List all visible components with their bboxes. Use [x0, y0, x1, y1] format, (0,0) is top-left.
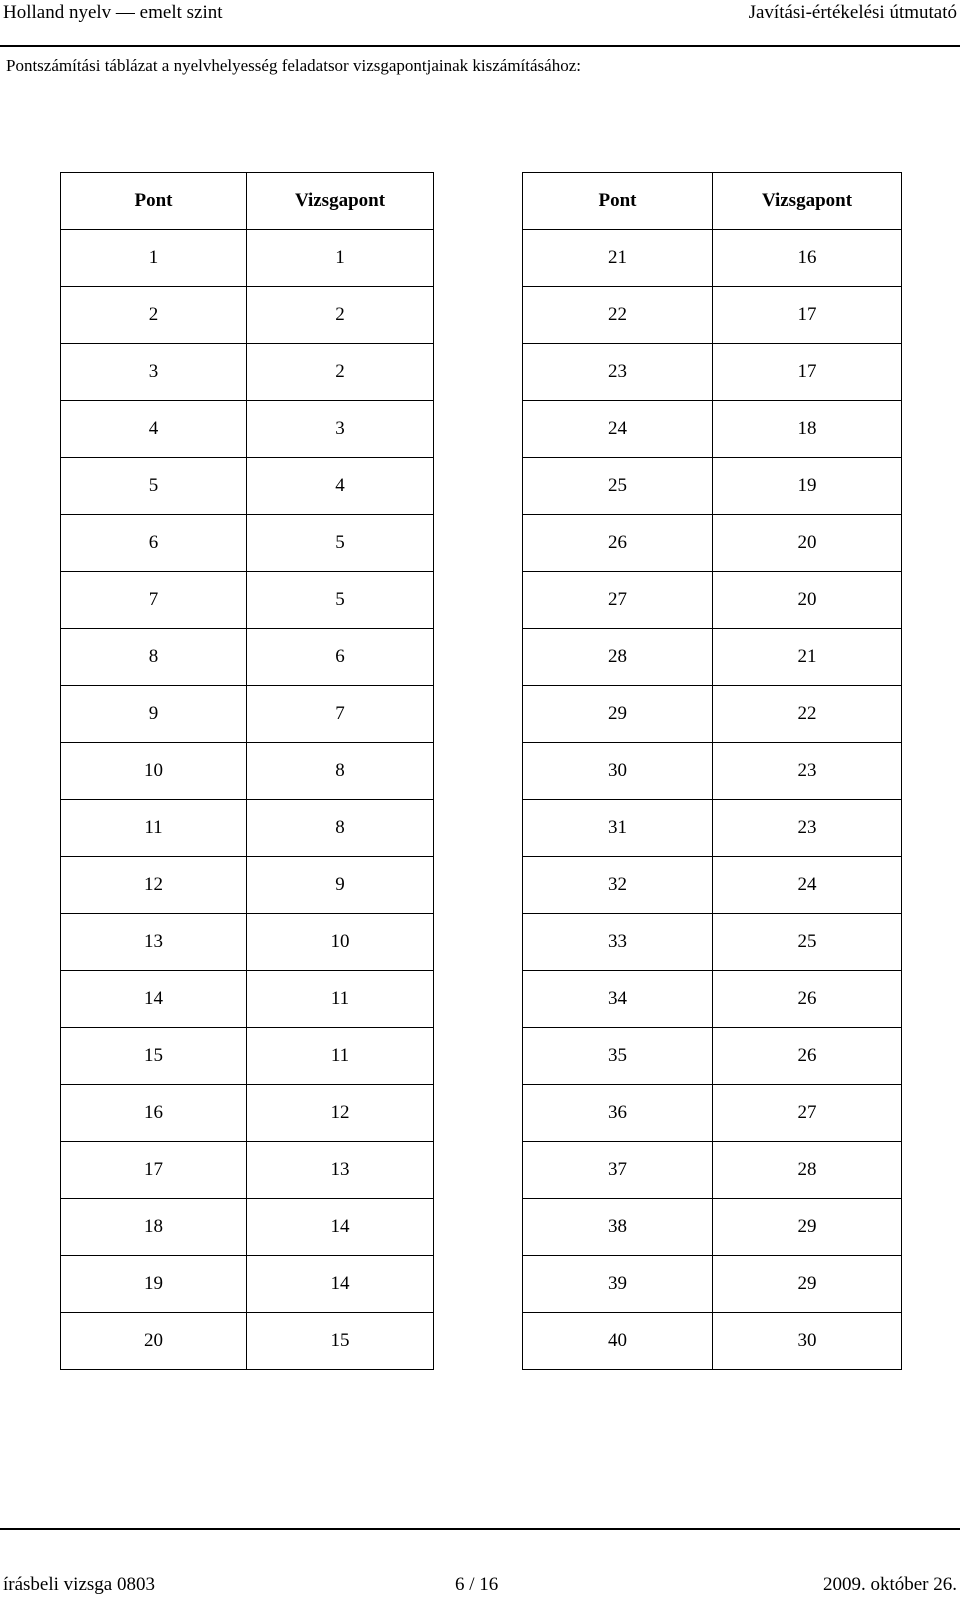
table-row: [61, 1199, 434, 1256]
vizsgapont-cell: 6: [247, 629, 434, 686]
vizsgapont-cell: 21: [713, 629, 902, 686]
pont-cell: 7: [61, 572, 247, 629]
vizsgapont-cell: 5: [247, 572, 434, 629]
vizsgapont-cell: 11: [247, 1028, 434, 1085]
table-row: [61, 458, 434, 515]
score-table-right-body: [523, 230, 902, 1370]
pont-cell: 27: [523, 572, 713, 629]
pont-cell: 6: [61, 515, 247, 572]
pont-cell: 29: [523, 686, 713, 743]
table-header-row: [523, 173, 902, 230]
table-row: [61, 743, 434, 800]
vizsgapont-cell: 22: [713, 686, 902, 743]
pont-cell: 22: [523, 287, 713, 344]
table-header-row: [61, 173, 434, 230]
vizsgapont-cell: 5: [247, 515, 434, 572]
vizsgapont-cell: 20: [713, 572, 902, 629]
table-row: [523, 743, 902, 800]
vizsgapont-cell: 3: [247, 401, 434, 458]
pont-cell: 3: [61, 344, 247, 401]
pont-cell: 13: [61, 914, 247, 971]
pont-cell: 26: [523, 515, 713, 572]
table-row: [523, 971, 902, 1028]
pont-cell: 33: [523, 914, 713, 971]
vizsgapont-cell: 29: [713, 1199, 902, 1256]
pont-cell: 5: [61, 458, 247, 515]
pont-cell: 10: [61, 743, 247, 800]
vizsgapont-cell: 16: [713, 230, 902, 287]
vizsgapont-cell: 20: [713, 515, 902, 572]
vizsgapont-cell: 14: [247, 1256, 434, 1313]
vizsgapont-cell: 24: [713, 857, 902, 914]
table-row: [523, 287, 902, 344]
table-row: [61, 1142, 434, 1199]
vizsgapont-cell: 28: [713, 1142, 902, 1199]
footer-date: 2009. október 26.: [822, 1574, 957, 1595]
pont-cell: 21: [523, 230, 713, 287]
vizsgapont-cell: 26: [713, 971, 902, 1028]
pont-cell: 31: [523, 800, 713, 857]
pont-cell: 17: [61, 1142, 247, 1199]
table-row: [61, 686, 434, 743]
header-document-type: Javítási-értékelési útmutató: [748, 2, 957, 23]
table-row: [523, 1085, 902, 1142]
pont-cell: 4: [61, 401, 247, 458]
table-row: [523, 686, 902, 743]
pont-cell: 19: [61, 1256, 247, 1313]
vizsgapont-cell: 17: [713, 287, 902, 344]
table-row: [523, 629, 902, 686]
page-subtitle: Pontszámítási táblázat a nyelvhelyesség feladatsor vizsgapontjainak kiszámításához:: [6, 56, 581, 75]
table-row: [61, 515, 434, 572]
vizsgapont-cell: 4: [247, 458, 434, 515]
table-row: [523, 1142, 902, 1199]
vizsgapont-cell: 23: [713, 800, 902, 857]
table-row: [61, 230, 434, 287]
pont-cell: 30: [523, 743, 713, 800]
table-row: [61, 1313, 434, 1370]
pont-cell: 1: [61, 230, 247, 287]
table-row: [523, 1313, 902, 1370]
table-row: [61, 971, 434, 1028]
vizsgapont-cell: 10: [247, 914, 434, 971]
table-row: [61, 1028, 434, 1085]
pont-cell: 28: [523, 629, 713, 686]
table-row: [61, 401, 434, 458]
vizsgapont-cell: 12: [247, 1085, 434, 1142]
table-row: [523, 401, 902, 458]
vizsgapont-cell: 7: [247, 686, 434, 743]
score-table-right: [522, 172, 902, 1370]
table-row: [523, 230, 902, 287]
table-row: [61, 857, 434, 914]
footer-divider: [0, 1528, 960, 1530]
column-header-vizsgapont: Vizsgapont: [247, 173, 434, 230]
vizsgapont-cell: 2: [247, 287, 434, 344]
vizsgapont-cell: 2: [247, 344, 434, 401]
table-row: [523, 458, 902, 515]
vizsgapont-cell: 8: [247, 800, 434, 857]
vizsgapont-cell: 15: [247, 1313, 434, 1370]
table-row: [61, 1256, 434, 1313]
vizsgapont-cell: 17: [713, 344, 902, 401]
pont-cell: 15: [61, 1028, 247, 1085]
vizsgapont-cell: 25: [713, 914, 902, 971]
pont-cell: 9: [61, 686, 247, 743]
table-row: [523, 572, 902, 629]
vizsgapont-cell: 29: [713, 1256, 902, 1313]
table-row: [61, 344, 434, 401]
vizsgapont-cell: 14: [247, 1199, 434, 1256]
column-header-pont: Pont: [523, 173, 713, 230]
pont-cell: 16: [61, 1085, 247, 1142]
table-row: [61, 629, 434, 686]
table-row: [523, 1256, 902, 1313]
pont-cell: 38: [523, 1199, 713, 1256]
table-row: [523, 1199, 902, 1256]
vizsgapont-cell: 8: [247, 743, 434, 800]
score-table-left-body: [61, 230, 434, 1370]
pont-cell: 14: [61, 971, 247, 1028]
pont-cell: 32: [523, 857, 713, 914]
footer-exam-code: írásbeli vizsga 0803: [3, 1574, 155, 1595]
table-row: [523, 857, 902, 914]
vizsgapont-cell: 27: [713, 1085, 902, 1142]
table-row: [61, 800, 434, 857]
vizsgapont-cell: 18: [713, 401, 902, 458]
vizsgapont-cell: 26: [713, 1028, 902, 1085]
table-row: [61, 1085, 434, 1142]
pont-cell: 8: [61, 629, 247, 686]
column-header-pont: Pont: [61, 173, 247, 230]
header-subject: Holland nyelv — emelt szint: [3, 2, 223, 23]
table-row: [523, 515, 902, 572]
pont-cell: 37: [523, 1142, 713, 1199]
pont-cell: 23: [523, 344, 713, 401]
vizsgapont-cell: 23: [713, 743, 902, 800]
pont-cell: 20: [61, 1313, 247, 1370]
vizsgapont-cell: 19: [713, 458, 902, 515]
pont-cell: 24: [523, 401, 713, 458]
pont-cell: 39: [523, 1256, 713, 1313]
footer-page-number: 6 / 16: [455, 1574, 499, 1595]
pont-cell: 40: [523, 1313, 713, 1370]
table-row: [61, 572, 434, 629]
pont-cell: 12: [61, 857, 247, 914]
pont-cell: 35: [523, 1028, 713, 1085]
score-table-left: [60, 172, 434, 1370]
pont-cell: 36: [523, 1085, 713, 1142]
vizsgapont-cell: 1: [247, 230, 434, 287]
column-header-vizsgapont: Vizsgapont: [713, 173, 902, 230]
pont-cell: 11: [61, 800, 247, 857]
table-row: [523, 800, 902, 857]
vizsgapont-cell: 13: [247, 1142, 434, 1199]
vizsgapont-cell: 9: [247, 857, 434, 914]
vizsgapont-cell: 11: [247, 971, 434, 1028]
table-row: [61, 287, 434, 344]
pont-cell: 18: [61, 1199, 247, 1256]
pont-cell: 25: [523, 458, 713, 515]
page-header: [0, 0, 960, 47]
pont-cell: 2: [61, 287, 247, 344]
table-row: [523, 914, 902, 971]
table-row: [523, 1028, 902, 1085]
pont-cell: 34: [523, 971, 713, 1028]
table-row: [523, 344, 902, 401]
vizsgapont-cell: 30: [713, 1313, 902, 1370]
table-row: [61, 914, 434, 971]
